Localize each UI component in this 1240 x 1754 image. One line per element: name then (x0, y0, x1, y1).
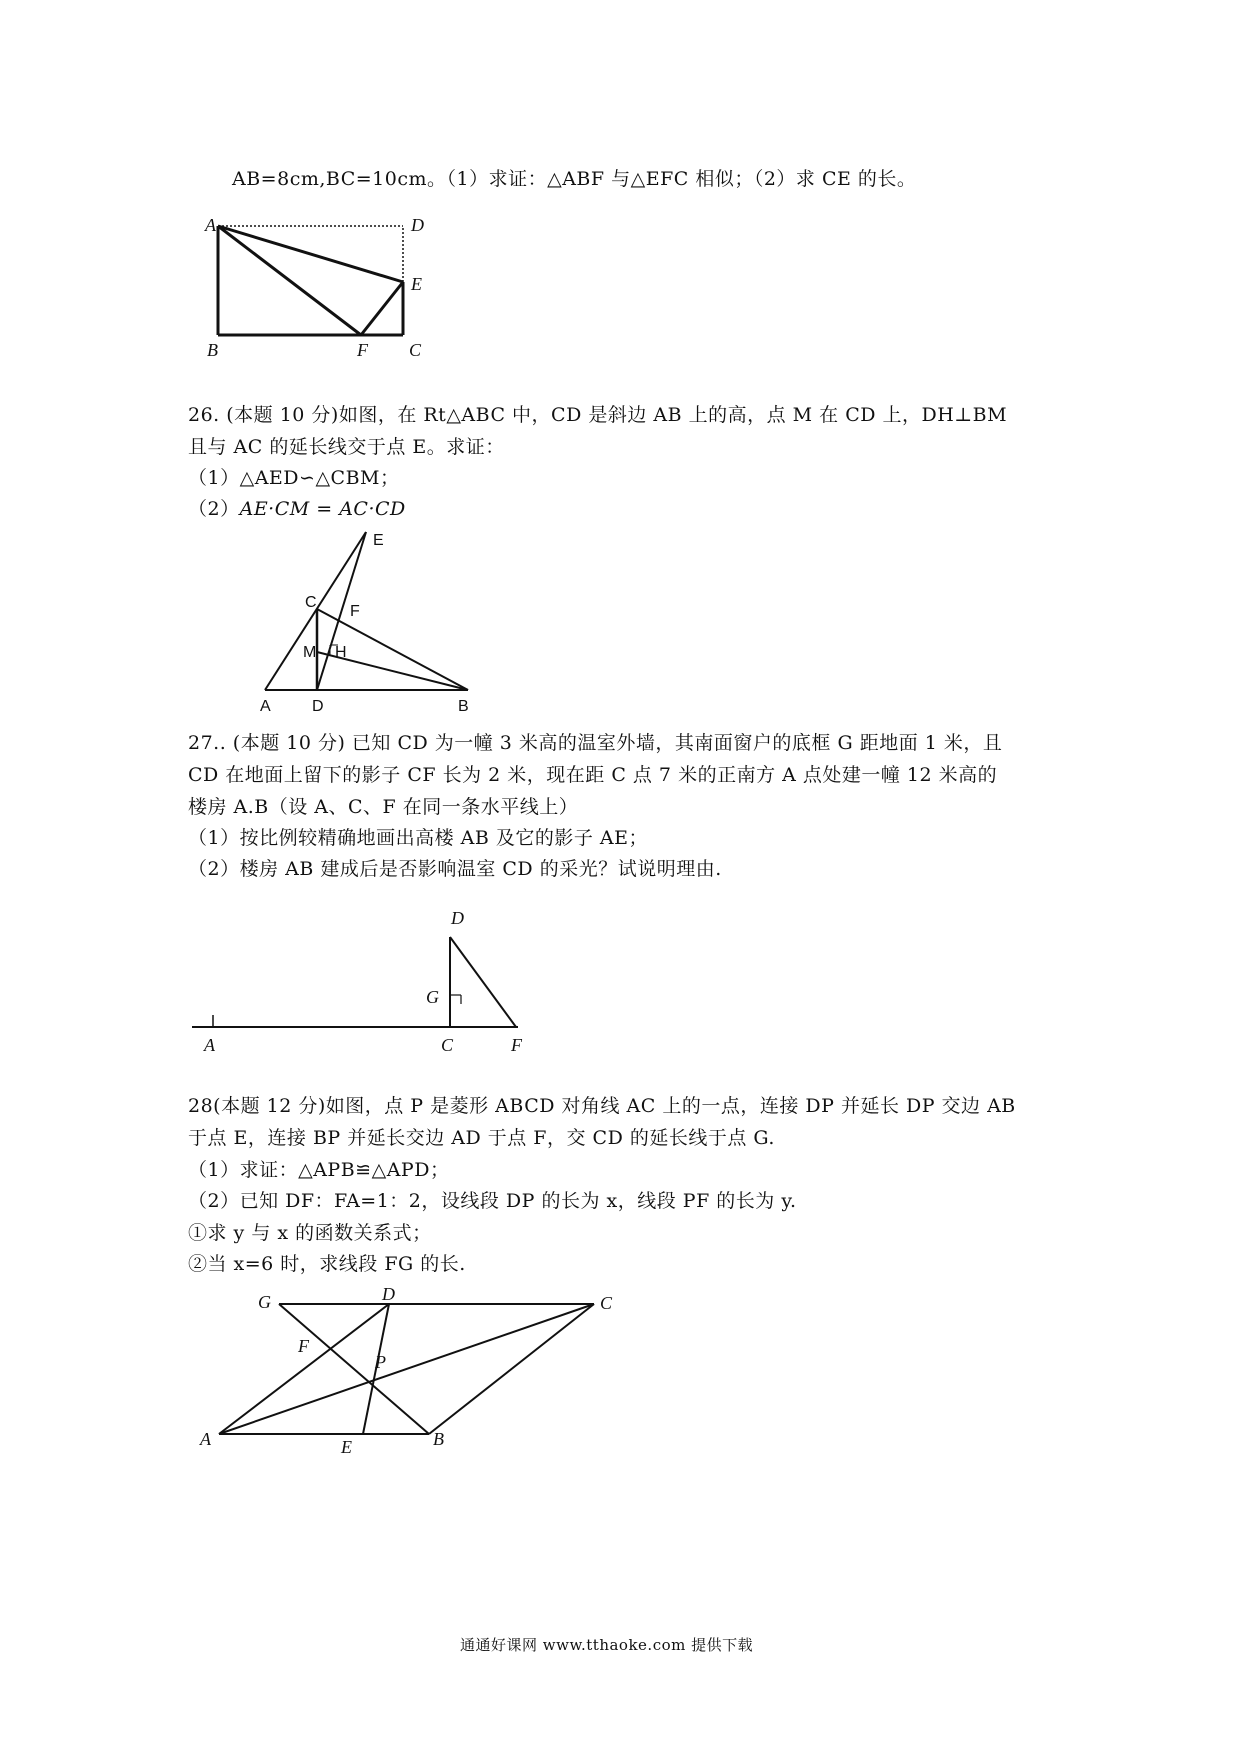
q28-item3: ①求 y 与 x 的函数关系式； (188, 1222, 432, 1244)
q26-label-M: M (303, 644, 317, 661)
q25-label-B: B (207, 340, 218, 360)
q26-line1: 26. (本题 10 分)如图，在 Rt△ABC 中，CD 是斜边 AB 上的高，点 M 在 CD 上，DH⊥BM (188, 404, 1008, 426)
q28-label-B: B (433, 1429, 444, 1449)
q27-figure (190, 905, 535, 1055)
q28-line1: 28(本题 12 分)如图，点 P 是菱形 ABCD 对角线 AC 上的一点，连接 DP 并延长 DP 交边 AB (188, 1095, 1016, 1117)
q28-line2: 于点 E，连接 BP 并延长交边 AD 于点 F，交 CD 的延长线于点 G. (188, 1127, 775, 1149)
q28-label-A: A (200, 1429, 211, 1449)
footer-source: 通通好课网 www.tthaoke.com 提供下载 (460, 1636, 754, 1654)
q28-label-C: C (600, 1293, 613, 1313)
q26-formula: AE·CM = AC·CD (239, 498, 406, 520)
q28-figure (190, 1285, 630, 1470)
q27-line3: 楼房 A.B（设 A、C、F 在同一条水平线上） (188, 796, 579, 818)
q27-line1: 27.. (本题 10 分) 已知 CD 为一幢 3 米高的温室外墙，其南面窗户的底框 G 距地面 1 米，且 (188, 732, 1003, 754)
q26-label-B: B (458, 698, 469, 715)
q28-label-G: G (258, 1292, 271, 1312)
q25-label-F: F (357, 340, 368, 360)
q25-label-E: E (411, 274, 422, 294)
q26-item2 (188, 494, 406, 521)
q26-item2-prefix: （2） (188, 498, 240, 520)
q26-label-F: F (350, 603, 360, 620)
q25-label-A: A (205, 215, 216, 235)
q26-label-A: A (260, 698, 271, 715)
q27-item1: （1）按比例较精确地画出高楼 AB 及它的影子 AE； (188, 827, 648, 849)
q26-label-E: E (373, 532, 384, 549)
q28-item2: （2）已知 DF：FA=1：2，设线段 DP 的长为 x，线段 PF 的长为 y. (188, 1190, 797, 1212)
q28-label-F: F (298, 1336, 309, 1356)
q25-label-C: C (409, 340, 422, 360)
q27-label-A: A (204, 1035, 215, 1055)
q28-label-P: P (375, 1352, 386, 1372)
q27-label-G: G (426, 987, 439, 1007)
q27-item2: （2）楼房 AB 建成后是否影响温室 CD 的采光？试说明理由. (188, 858, 722, 880)
q26-label-C: C (305, 594, 317, 611)
q27-label-D: D (451, 908, 464, 928)
q28-item1: （1）求证：△APB≌△APD； (188, 1159, 450, 1181)
q27-line2: CD 在地面上留下的影子 CF 长为 2 米，现在距 C 点 7 米的正南方 A 点处建一幢 12 米高的 (188, 764, 998, 786)
q25-label-D: D (411, 215, 424, 235)
q28-item4: ②当 x=6 时，求线段 FG 的长. (188, 1253, 466, 1275)
q25-figure (195, 210, 435, 360)
q27-label-C: C (441, 1035, 454, 1055)
q26-line2: 且与 AC 的延长线交于点 E。求证： (188, 436, 505, 458)
q27-label-F: F (511, 1035, 522, 1055)
q26-figure (250, 525, 480, 715)
q26-item1: （1）△AED∽△CBM； (188, 467, 400, 489)
q28-label-E: E (341, 1437, 352, 1457)
q26-label-H: H (335, 644, 347, 661)
q28-label-D: D (382, 1284, 395, 1304)
q25-text: AB=8cm,BC=10cm。（1）求证：△ABF 与△EFC 相似；（2）求 CE 的长。 (232, 168, 917, 190)
q26-label-D: D (312, 698, 324, 715)
